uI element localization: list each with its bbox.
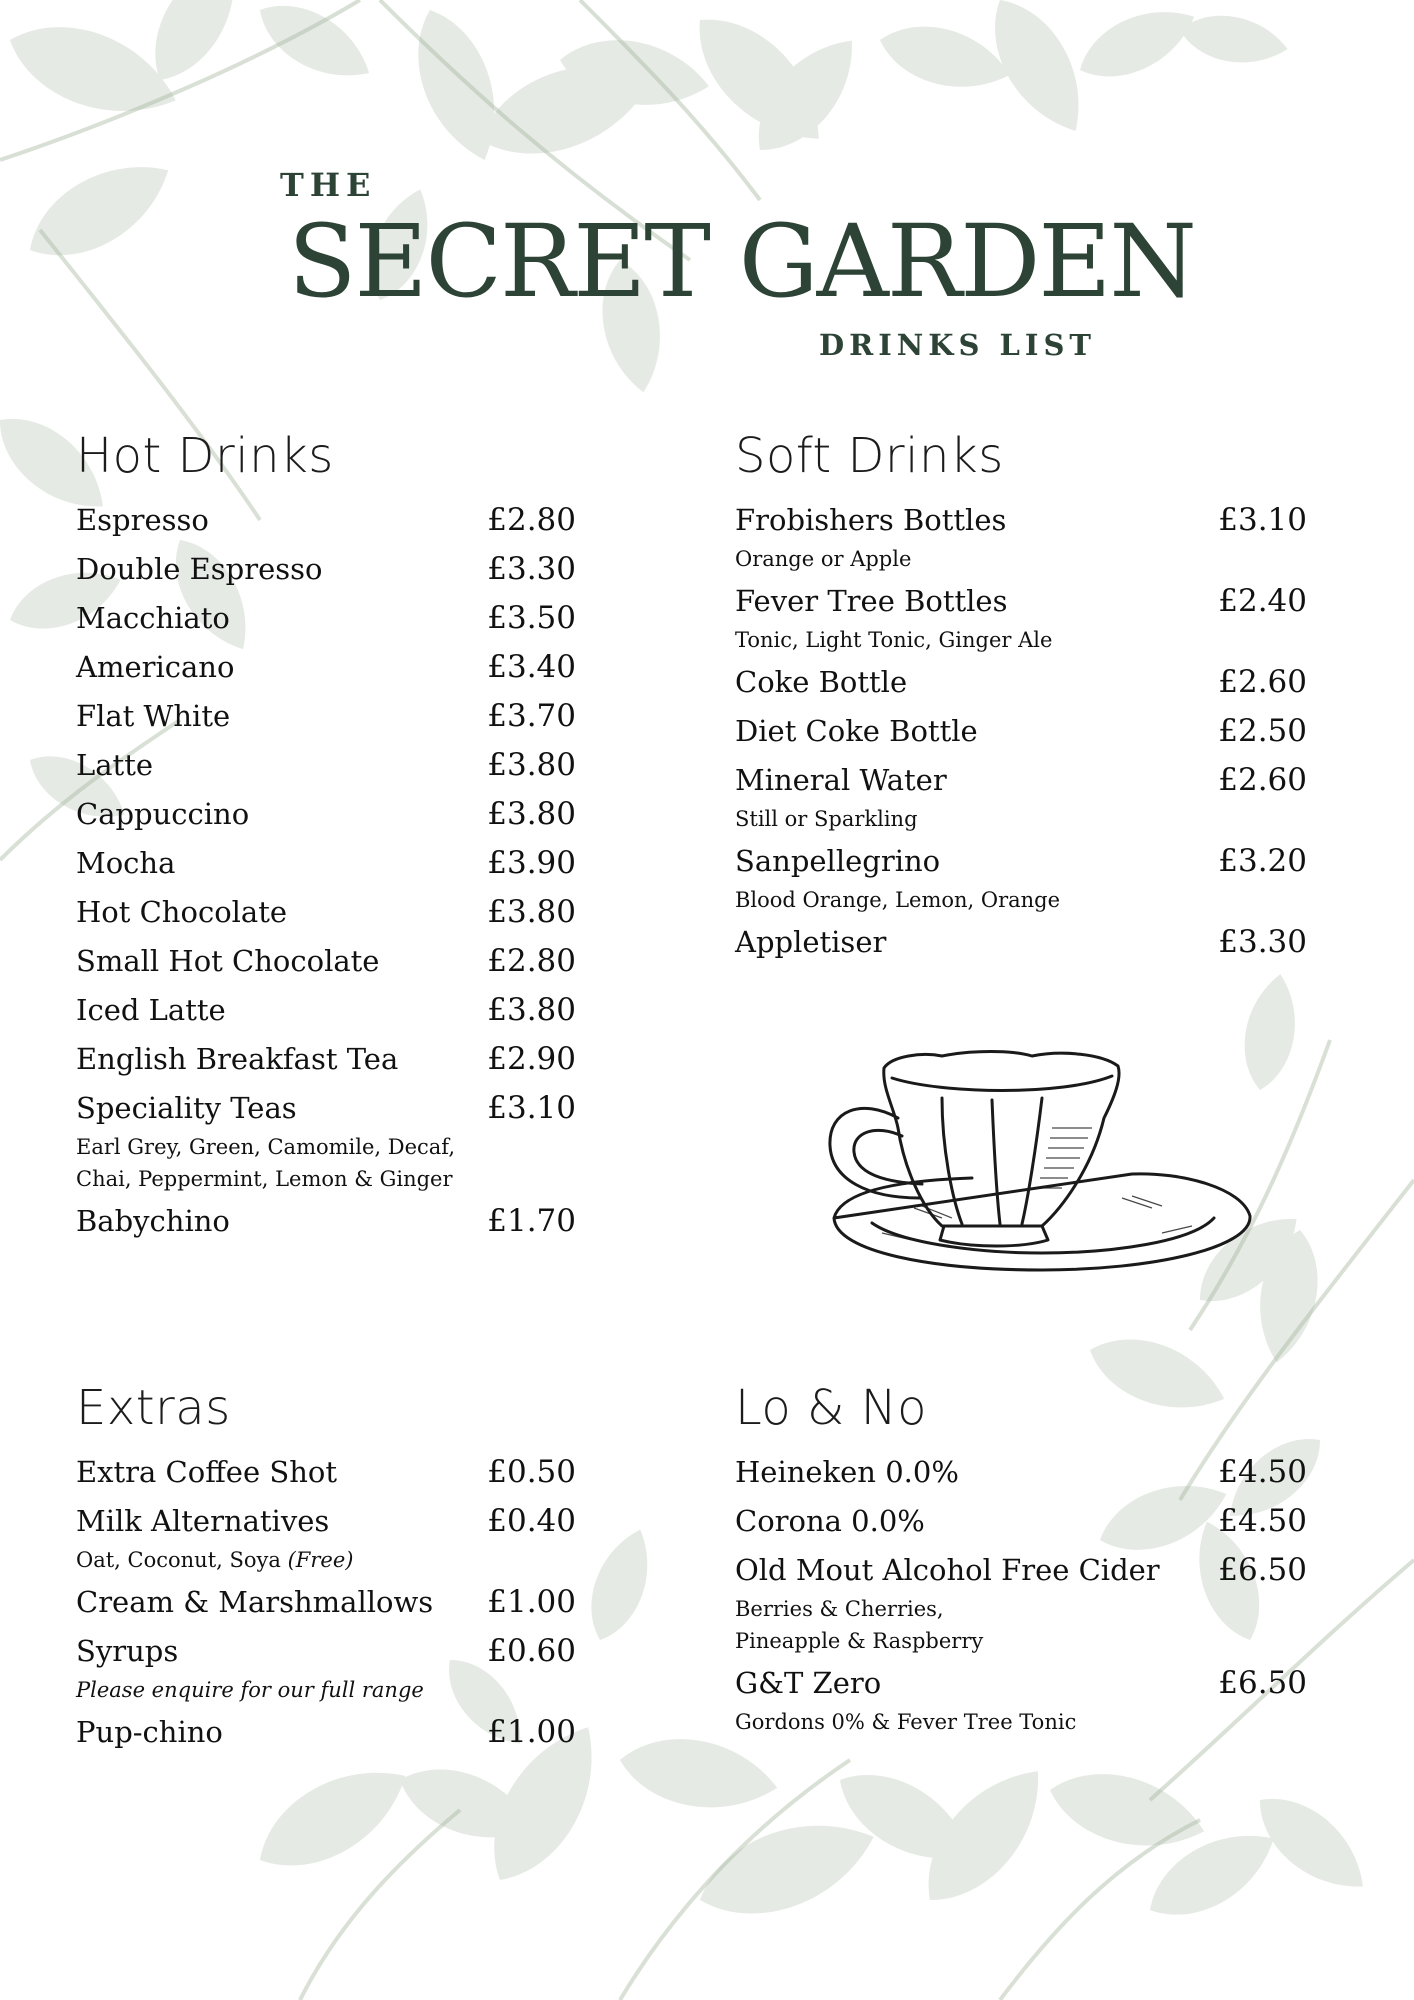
item-name: Appletiser bbox=[735, 925, 887, 959]
menu-item bbox=[76, 1497, 576, 1546]
item-name: Speciality Teas bbox=[76, 1091, 297, 1125]
item-price: £3.70 bbox=[487, 698, 576, 734]
menu-item bbox=[76, 692, 576, 741]
item-price: £0.60 bbox=[487, 1633, 576, 1669]
item-name: Milk Alternatives bbox=[76, 1504, 330, 1538]
item-name: Latte bbox=[76, 748, 154, 782]
item-description: Earl Grey, Green, Camomile, Decaf, bbox=[76, 1135, 456, 1159]
item-name: Sanpellegrino bbox=[735, 844, 941, 878]
item-price: £3.90 bbox=[487, 845, 576, 881]
item-description: Please enquire for our full range bbox=[76, 1678, 424, 1702]
menu-item bbox=[735, 707, 1307, 756]
menu-item bbox=[76, 839, 576, 888]
description-text: Oat, Coconut, Soya bbox=[76, 1548, 281, 1572]
section-title: Soft Drinks bbox=[735, 428, 1004, 484]
item-price: £3.20 bbox=[1218, 843, 1307, 879]
item-price: £3.80 bbox=[487, 747, 576, 783]
item-name: Coke Bottle bbox=[735, 665, 908, 699]
extras-section bbox=[76, 1380, 576, 1757]
section-title: Extras bbox=[76, 1380, 231, 1436]
menu-item bbox=[76, 741, 576, 790]
item-description: Orange or Apple bbox=[735, 547, 912, 571]
item-name: Heineken 0.0% bbox=[735, 1455, 959, 1489]
item-price: £4.50 bbox=[1218, 1454, 1307, 1490]
menu-item bbox=[735, 658, 1307, 707]
item-name: Frobishers Bottles bbox=[735, 503, 1007, 537]
item-name: Espresso bbox=[76, 503, 209, 537]
item-price: £4.50 bbox=[1218, 1503, 1307, 1539]
brand-name: SECRET GARDEN bbox=[288, 203, 1195, 320]
item-name: Diet Coke Bottle bbox=[735, 714, 978, 748]
menu-item bbox=[76, 496, 576, 545]
item-name: G&T Zero bbox=[735, 1666, 882, 1700]
item-name: Corona 0.0% bbox=[735, 1504, 925, 1538]
menu-item bbox=[76, 594, 576, 643]
item-price: £3.80 bbox=[487, 992, 576, 1028]
menu-item bbox=[735, 1659, 1307, 1708]
menu-item bbox=[76, 1627, 576, 1676]
item-price: £6.50 bbox=[1218, 1665, 1307, 1701]
menu-subtitle: DRINKS LIST bbox=[818, 328, 1096, 362]
section-title: Hot Drinks bbox=[76, 428, 334, 484]
item-price: £1.00 bbox=[487, 1584, 576, 1620]
item-price: £2.80 bbox=[487, 502, 576, 538]
menu-item bbox=[735, 918, 1307, 967]
item-name: Flat White bbox=[76, 699, 231, 733]
menu-item bbox=[76, 1084, 576, 1133]
menu-item bbox=[76, 986, 576, 1035]
item-price: £1.70 bbox=[487, 1203, 576, 1239]
menu-item bbox=[76, 1708, 576, 1757]
menu-item bbox=[76, 888, 576, 937]
item-name: Macchiato bbox=[76, 601, 230, 635]
item-description: Blood Orange, Lemon, Orange bbox=[735, 888, 1061, 912]
menu-item bbox=[76, 937, 576, 986]
item-price: £3.30 bbox=[487, 551, 576, 587]
item-price: £2.50 bbox=[1218, 713, 1307, 749]
item-name: Double Espresso bbox=[76, 552, 323, 586]
item-name: Small Hot Chocolate bbox=[76, 944, 380, 978]
menu-item bbox=[76, 545, 576, 594]
item-description: Pineapple & Raspberry bbox=[735, 1629, 984, 1653]
soft-drinks-section bbox=[735, 428, 1307, 967]
item-description: Berries & Cherries, bbox=[735, 1597, 944, 1621]
menu-item bbox=[735, 837, 1307, 886]
item-price: £3.40 bbox=[487, 649, 576, 685]
item-name: Americano bbox=[76, 650, 235, 684]
item-price: £3.50 bbox=[487, 600, 576, 636]
menu-item bbox=[735, 1448, 1307, 1497]
menu-item bbox=[76, 1578, 576, 1627]
menu-item bbox=[76, 643, 576, 692]
section-title: Lo & No bbox=[735, 1380, 927, 1436]
hot-drinks-section bbox=[76, 428, 576, 1246]
item-price: £2.40 bbox=[1218, 583, 1307, 619]
item-name: Mineral Water bbox=[735, 763, 947, 797]
item-price: £3.30 bbox=[1218, 924, 1307, 960]
item-name: Syrups bbox=[76, 1634, 179, 1668]
item-name: Cappuccino bbox=[76, 797, 250, 831]
brand-the: THE bbox=[280, 166, 377, 204]
menu-item bbox=[735, 1497, 1307, 1546]
item-price: £3.10 bbox=[1218, 502, 1307, 538]
item-name: English Breakfast Tea bbox=[76, 1042, 399, 1076]
item-price: £0.50 bbox=[487, 1454, 576, 1490]
lo-and-no-section bbox=[735, 1380, 1307, 1740]
menu-item bbox=[735, 756, 1307, 805]
item-description: Gordons 0% & Fever Tree Tonic bbox=[735, 1710, 1077, 1734]
menu-item bbox=[76, 1197, 576, 1246]
item-description: Tonic, Light Tonic, Ginger Ale bbox=[735, 628, 1053, 652]
item-description: Still or Sparkling bbox=[735, 807, 918, 831]
menu-item bbox=[76, 1035, 576, 1084]
item-name: Pup-chino bbox=[76, 1715, 223, 1749]
item-price: £2.60 bbox=[1218, 762, 1307, 798]
item-name: Iced Latte bbox=[76, 993, 226, 1027]
menu-item bbox=[735, 577, 1307, 626]
item-name: Babychino bbox=[76, 1204, 230, 1238]
item-name: Hot Chocolate bbox=[76, 895, 288, 929]
item-price: £1.00 bbox=[487, 1714, 576, 1750]
item-name: Old Mout Alcohol Free Cider bbox=[735, 1553, 1160, 1587]
item-price: £2.80 bbox=[487, 943, 576, 979]
teacup-and-saucer-icon bbox=[822, 1048, 1262, 1288]
item-name: Fever Tree Bottles bbox=[735, 584, 1008, 618]
item-price: £3.80 bbox=[487, 894, 576, 930]
description-note: (Free) bbox=[287, 1548, 354, 1572]
item-price: £2.90 bbox=[487, 1041, 576, 1077]
item-name: Cream & Marshmallows bbox=[76, 1585, 434, 1619]
item-name: Mocha bbox=[76, 846, 176, 880]
item-price: £3.10 bbox=[487, 1090, 576, 1126]
item-description: Chai, Peppermint, Lemon & Ginger bbox=[76, 1167, 453, 1191]
item-price: £3.80 bbox=[487, 796, 576, 832]
menu-item bbox=[735, 1546, 1307, 1595]
item-price: £0.40 bbox=[487, 1503, 576, 1539]
item-name: Extra Coffee Shot bbox=[76, 1455, 337, 1489]
menu-item bbox=[76, 790, 576, 839]
menu-item bbox=[76, 1448, 576, 1497]
item-description bbox=[76, 1542, 576, 1578]
menu-item bbox=[735, 496, 1307, 545]
item-price: £2.60 bbox=[1218, 664, 1307, 700]
item-price: £6.50 bbox=[1218, 1552, 1307, 1588]
